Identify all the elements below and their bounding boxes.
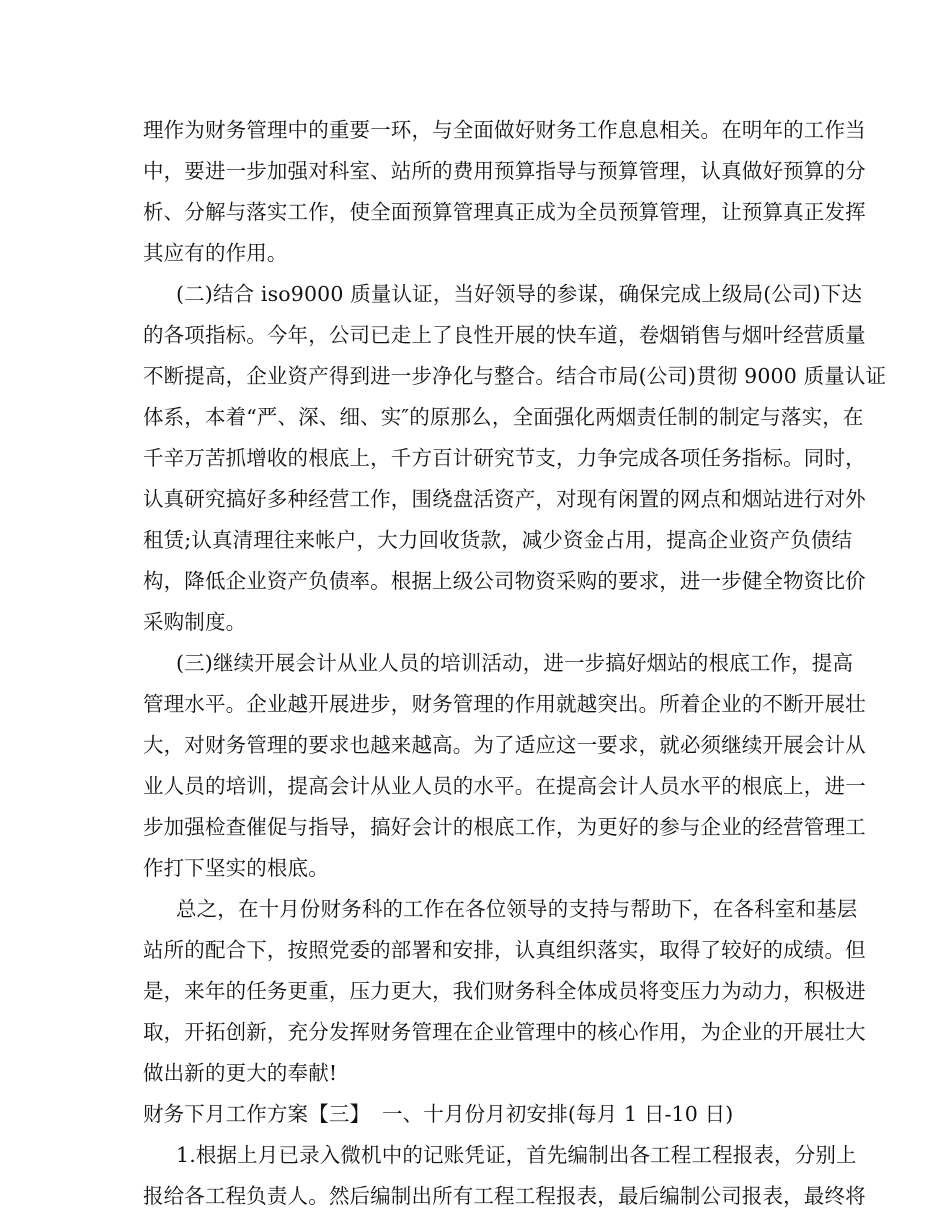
text-line: 大，对财务管理的要求也越来越高。为了适应这一要求，就必须继续开展会计从 (143, 733, 866, 757)
text-line: 报给各工程负责人。然后编制出所有工程工程报表，最后编制公司报表，最终将 (143, 1184, 866, 1208)
text-line: 体系，本着“严、深、细、实″的原那么，全面强化两烟责任制的制定与落实，在 (143, 405, 864, 429)
text-line: 是，来年的任务更重，压力更大，我们财务科全体成员将变压力为动力，积极进 (143, 979, 866, 1003)
text-line: 构，降低企业资产负债率。根据上级公司物资采购的要求，进一步健全物资比价 (143, 569, 866, 593)
text-line: 析、分解与落实工作，使全面预算管理真正成为全员预算管理，让预算真正发挥 (143, 200, 866, 224)
text-line: 租赁;认真清理往来帐户，大力回收货款，减少资金占用，提高企业资产负债结 (143, 528, 853, 552)
text-line: 千辛万苦抓增收的根底上，千方百计研究节支，力争完成各项任务指标。同时， (143, 446, 866, 470)
text-line: 不断提高，企业资产得到进一步净化与整合。结合市局(公司)贯彻 9000 质量认证 (143, 364, 887, 388)
text-line: 中，要进一步加强对科室、站所的费用预算指导与预算管理，认真做好预算的分 (143, 159, 866, 183)
text-line: 步加强检查催促与指导，搞好会计的根底工作，为更好的参与企业的经营管理工 (143, 815, 866, 839)
heading-subtitle: 一、十月份月初安排(每月 1 日-10 日) (382, 1102, 734, 1126)
text-line: 的各项指标。今年，公司已走上了良性开展的快车道，卷烟销售与烟叶经营质量 (143, 323, 866, 347)
text-line: 作打下坚实的根底。 (143, 856, 329, 880)
text-line: 其应有的作用。 (143, 241, 288, 265)
text-line: 采购制度。 (143, 610, 247, 634)
text-line: (三)继续开展会计从业人员的培训活动，进一步搞好烟站的根底工作，提高 (176, 651, 854, 675)
text-line: (二)结合 iso9000 质量认证，当好领导的参谋，确保完成上级局(公司)下达 (176, 282, 863, 306)
text-line: 业人员的培训，提高会计从业人员的水平。在提高会计人员水平的根底上，进一 (143, 774, 866, 798)
text-line: 取，开拓创新，充分发挥财务管理在企业管理中的核心作用，为企业的开展壮大 (143, 1020, 866, 1044)
text-line: 理作为财务管理中的重要一环，与全面做好财务工作息息相关。在明年的工作当 (143, 118, 866, 142)
text-line: 总之，在十月份财务科的工作在各位领导的支持与帮助下，在各科室和基层 (176, 897, 858, 921)
text-line: 管理水平。企业越开展进步，财务管理的作用就越突出。所着企业的不断开展壮 (143, 692, 866, 716)
heading-title: 财务下月工作方案【三】 (143, 1102, 371, 1126)
text-line: 做出新的更大的奉献! (143, 1061, 338, 1085)
text-line: 认真研究搞好多种经营工作，围绕盘活资产，对现有闲置的网点和烟站进行对外 (143, 487, 866, 511)
text-line: 站所的配合下，按照党委的部署和安排，认真组织落实，取得了较好的成绩。但 (143, 938, 866, 962)
text-line: 1.根据上月已录入微机中的记账凭证，首先编制出各工程工程报表，分别上 (176, 1143, 857, 1167)
